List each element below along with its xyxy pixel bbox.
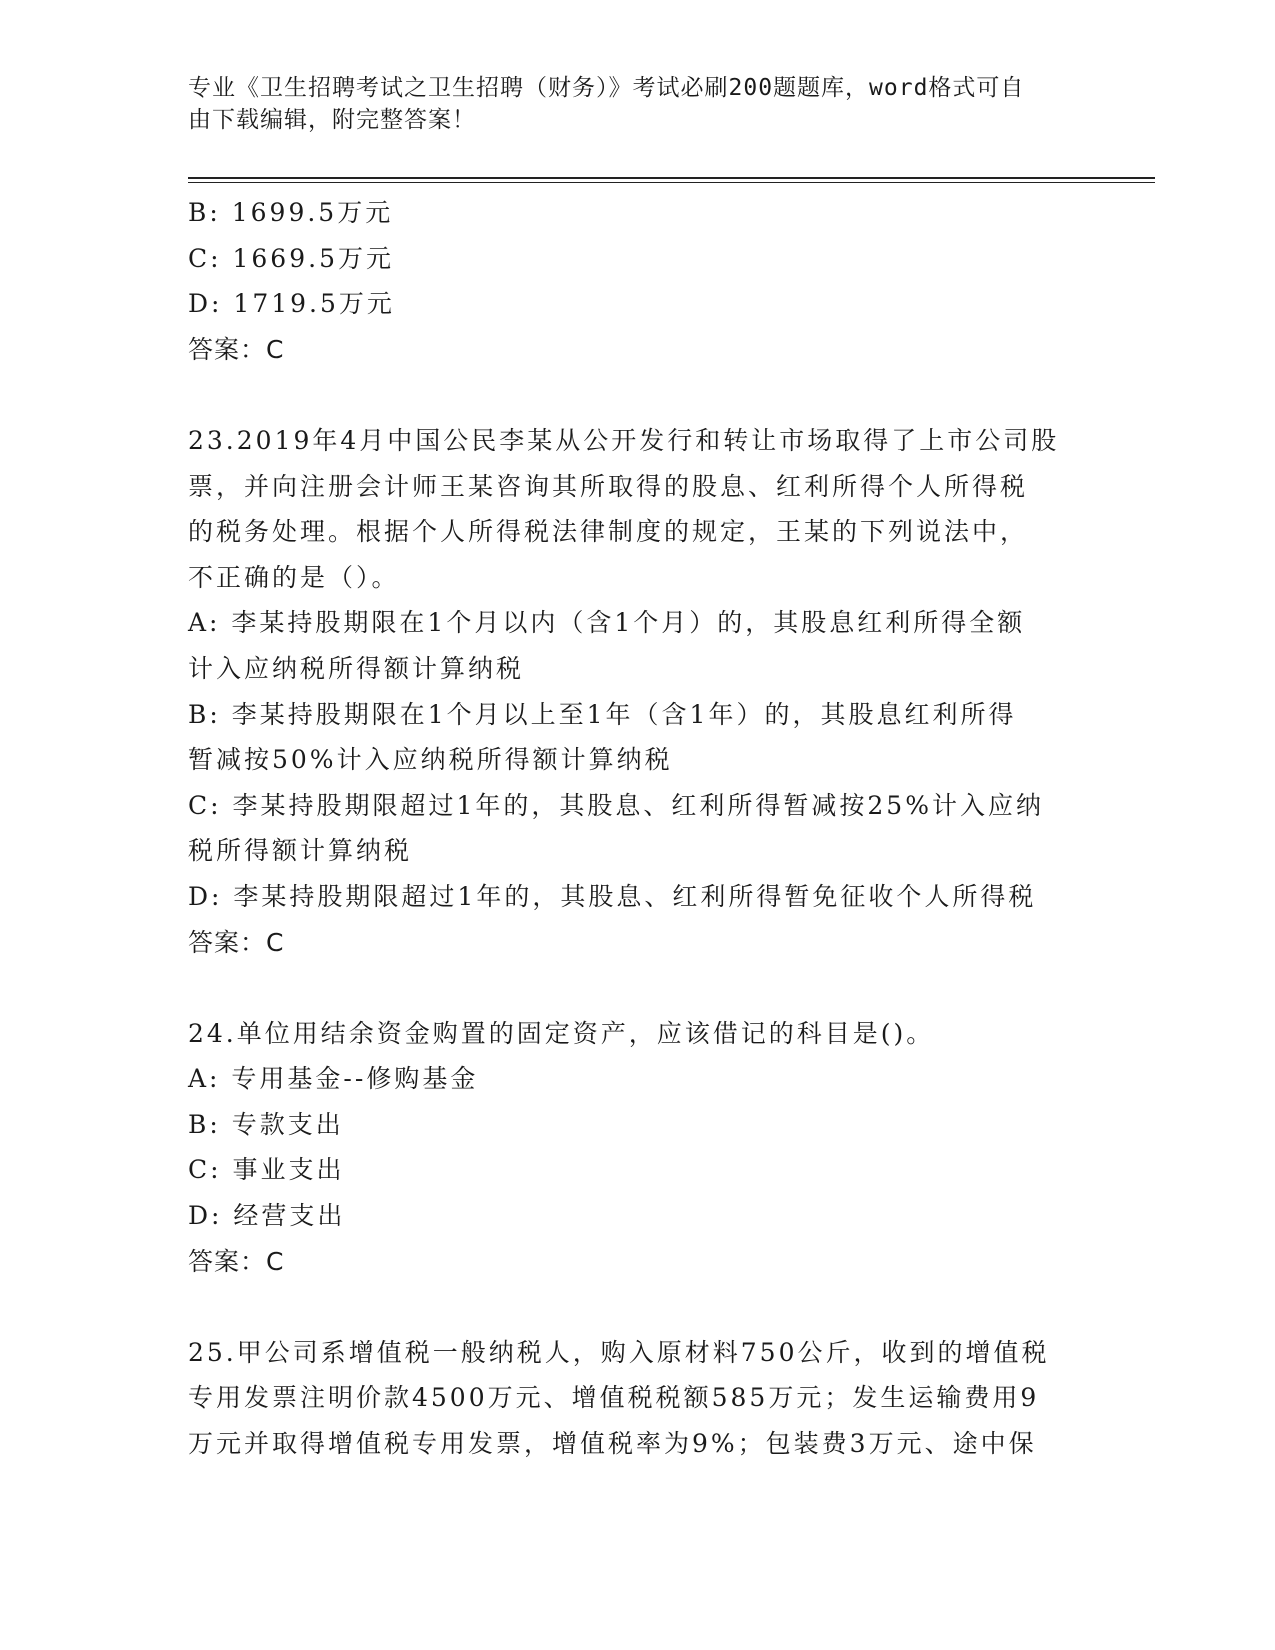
q24-option-a: A: 专用基金--修购基金	[188, 1064, 479, 1094]
q25-stem-line-2: 专用发票注明价款4500万元、增值税税额585万元；发生运输费用9	[188, 1383, 1040, 1413]
q23-answer: 答案：C	[188, 927, 285, 957]
q24-option-d: D: 经营支出	[188, 1201, 346, 1231]
q23-option-d-line-1: D: 李某持股期限超过1年的，其股息、红利所得暂免征收个人所得税	[188, 881, 1037, 911]
q23-option-a-line-2: 计入应纳税所得额计算纳税	[188, 653, 525, 683]
document-body	[188, 190, 1088, 1467]
document-header	[188, 72, 1068, 136]
q24-answer: 答案：C	[188, 1246, 285, 1276]
question-24	[188, 1011, 1088, 1285]
q25-stem-line-1: 25.甲公司系增值税一般纳税人，购入原材料750公斤，收到的增值税	[188, 1337, 1050, 1367]
q22-option-c: C: 1669.5万元	[188, 243, 394, 273]
q23-stem-line-3: 的税务处理。根据个人所得税法律制度的规定，王某的下列说法中，	[188, 517, 1029, 547]
question-23	[188, 418, 1088, 965]
q24-option-b: B: 专款支出	[188, 1109, 344, 1139]
q23-option-a-line-1: A: 李某持股期限在1个月以内（含1个月）的，其股息红利所得全额	[188, 608, 1026, 638]
spacer	[188, 1284, 1088, 1330]
question-22	[188, 190, 1088, 372]
q23-option-b-line-2: 暂减按50%计入应纳税所得额计算纳税	[188, 745, 673, 775]
spacer	[188, 372, 1088, 418]
header-line-2: 由下载编辑，附完整答案！	[188, 107, 476, 133]
q23-option-c-line-2: 税所得额计算纳税	[188, 836, 413, 866]
header-line-1: 专业《卫生招聘考试之卫生招聘（财务）》考试必刷200题题库，word格式可自	[188, 75, 1025, 101]
header-divider-thick	[188, 177, 1155, 179]
q23-stem-line-2: 票，并向注册会计师王某咨询其所取得的股息、红利所得个人所得税	[188, 471, 1029, 501]
q23-stem-line-4: 不正确的是（）。	[188, 562, 400, 592]
question-25	[188, 1330, 1088, 1467]
q22-answer: 答案：C	[188, 334, 285, 364]
q24-stem: 24.单位用结余资金购置的固定资产，应该借记的科目是()。	[188, 1018, 935, 1048]
header-divider-thin	[188, 182, 1155, 183]
q25-stem-line-3: 万元并取得增值税专用发票，增值税率为9%；包装费3万元、途中保	[188, 1429, 1037, 1459]
q24-option-c: C: 事业支出	[188, 1155, 345, 1185]
q23-option-b-line-1: B: 李某持股期限在1个月以上至1年（含1年）的，其股息红利所得	[188, 699, 1017, 729]
q23-stem-line-1: 23.2019年4月中国公民李某从公开发行和转让市场取得了上市公司股	[188, 425, 1060, 455]
q23-option-c-line-1: C: 李某持股期限超过1年的，其股息、红利所得暂减按25%计入应纳	[188, 790, 1044, 820]
q22-option-b: B: 1699.5万元	[188, 198, 394, 227]
spacer	[188, 965, 1088, 1011]
q22-option-d: D: 1719.5万元	[188, 289, 395, 319]
